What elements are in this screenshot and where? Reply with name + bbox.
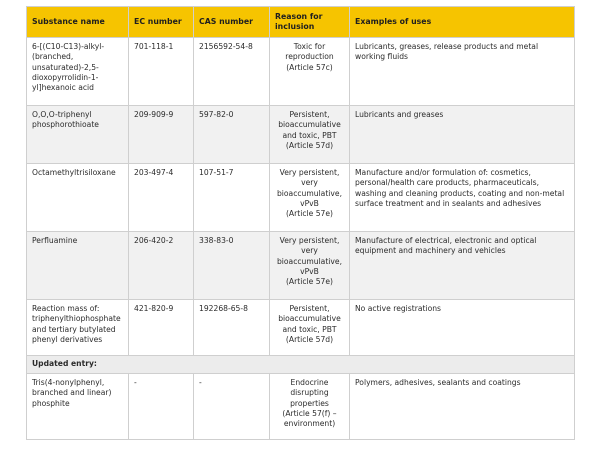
section-label: Updated entry: [27,356,575,374]
cell-cas-number: 338-83-0 [194,232,270,300]
cell-ec-number: 421-820-9 [129,300,194,356]
cell-uses: Manufacture and/or formulation of: cosmetics, personal/health care products, pharmaceuticals, washing and cleaning products, coating and non-metal surface treatment and in sealants and adhesives [350,164,575,232]
cell-cas-number: - [194,374,270,440]
cell-uses: Manufacture of electrical, electronic and optical equipment and machinery and vehicles [350,232,575,300]
header-cas-number: CAS number [194,7,270,38]
cell-reason: Persistent, bioaccumulative and toxic, PBT (Article 57d) [270,106,350,164]
header-reason-for-inclusion: Reason for inclusion [270,7,350,38]
cell-ec-number: 203-497-4 [129,164,194,232]
cell-ec-number: 206-420-2 [129,232,194,300]
section-header-row [27,356,575,374]
header-substance-name: Substance name [27,7,129,38]
cell-cas-number: 2156592-54-8 [194,38,270,106]
cell-substance-name: O,O,O-triphenyl phosphorothioate [27,106,129,164]
cell-substance-name: Octamethyltrisiloxane [27,164,129,232]
cell-ec-number: - [129,374,194,440]
cell-cas-number: 107-51-7 [194,164,270,232]
substance-table [26,6,575,440]
substance-table-container [26,6,574,440]
header-ec-number: EC number [129,7,194,38]
table-header-row [27,7,575,38]
cell-reason: Toxic for reproduction (Article 57c) [270,38,350,106]
cell-reason: Endocrine disrupting properties (Article 57(f) – environment) [270,374,350,440]
cell-substance-name: Perfluamine [27,232,129,300]
cell-uses: No active registrations [350,300,575,356]
cell-substance-name: Reaction mass of: triphenylthiophosphate and tertiary butylated phenyl derivatives [27,300,129,356]
table-row [27,232,575,300]
cell-reason: Very persistent, very bioaccumulative, vPvB (Article 57e) [270,232,350,300]
cell-cas-number: 192268-65-8 [194,300,270,356]
table-row [27,106,575,164]
table-row [27,300,575,356]
header-examples-of-uses: Examples of uses [350,7,575,38]
table-row [27,164,575,232]
cell-uses: Lubricants, greases, release products and metal working fluids [350,38,575,106]
table-row [27,38,575,106]
cell-ec-number: 701-118-1 [129,38,194,106]
cell-reason: Very persistent, very bioaccumulative, vPvB (Article 57e) [270,164,350,232]
cell-substance-name: 6-[(C10-C13)-alkyl- (branched, unsaturated)-2,5- dioxopyrrolidin-1- yl]hexanoic acid [27,38,129,106]
cell-uses: Polymers, adhesives, sealants and coatings [350,374,575,440]
cell-reason: Persistent, bioaccumulative and toxic, PBT (Article 57d) [270,300,350,356]
cell-uses: Lubricants and greases [350,106,575,164]
cell-substance-name: Tris(4-nonylphenyl, branched and linear) phosphite [27,374,129,440]
table-row [27,374,575,440]
cell-ec-number: 209-909-9 [129,106,194,164]
cell-cas-number: 597-82-0 [194,106,270,164]
